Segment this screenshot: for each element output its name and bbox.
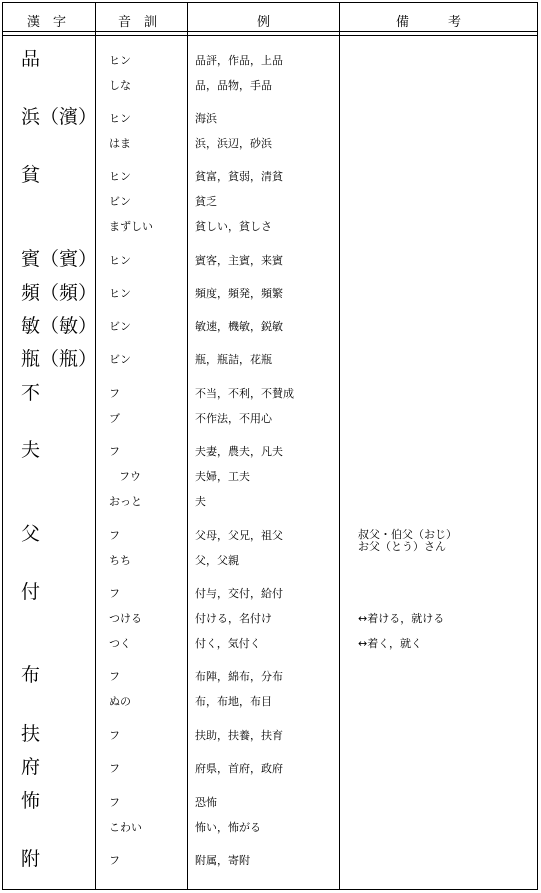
reading-cell: フ [109, 445, 120, 458]
example-cell: 貧乏 [195, 195, 217, 208]
reading-cell: おっと [109, 495, 142, 508]
kanji-cell: 付 [21, 581, 41, 603]
kanji-cell: 府 [21, 756, 41, 778]
reading-cell: ヒン [109, 287, 131, 300]
example-cell: 怖い，怖がる [195, 821, 261, 834]
header-note: 備 考 [396, 15, 462, 30]
example-cell: 府県，首府，政府 [195, 762, 283, 775]
kanji-cell: 附 [21, 848, 41, 870]
kanji-cell: 怖 [21, 790, 41, 812]
column-divider [187, 3, 188, 889]
reading-cell: フ [109, 762, 120, 775]
reading-cell: つく [109, 637, 131, 650]
example-cell: 扶助，扶養，扶育 [195, 729, 283, 742]
example-cell: 敏速，機敏，鋭敏 [195, 320, 283, 333]
reading-cell: ビン [109, 353, 131, 366]
kanji-cell: 貧 [21, 164, 41, 186]
reading-cell: フウ [119, 470, 141, 483]
kanji-cell: 扶 [21, 723, 41, 745]
example-cell: 父母，父兄，祖父 [195, 529, 283, 542]
reading-cell: フ [109, 670, 120, 683]
header-example: 例 [257, 15, 271, 30]
reading-cell: まずしい [109, 220, 153, 233]
header-reading: 音 訓 [118, 15, 158, 30]
reading-cell: フ [109, 587, 120, 600]
reading-cell: しな [109, 79, 131, 92]
reading-cell: ヒン [109, 170, 131, 183]
reading-cell: ぬの [109, 695, 131, 708]
reading-cell: こわい [109, 821, 142, 834]
reading-cell: ヒン [109, 112, 131, 125]
kanji-cell: 賓（賓） [21, 248, 98, 270]
example-cell: 夫妻，農夫，凡夫 [195, 445, 283, 458]
reading-cell: ちち [109, 554, 131, 567]
reading-cell: ヒン [109, 254, 131, 267]
reading-cell: つける [109, 612, 142, 625]
column-divider [339, 3, 340, 889]
example-cell: 貧しい，貧しさ [195, 220, 272, 233]
kanji-cell: 父 [21, 523, 41, 545]
reading-cell: フ [109, 796, 120, 809]
example-cell: 布，布地，布目 [195, 695, 272, 708]
example-cell: 浜，浜辺，砂浜 [195, 137, 272, 150]
kanji-cell: 布 [21, 664, 41, 686]
note-cell: お父（とう）さん [358, 540, 446, 553]
kanji-cell: 品 [21, 48, 41, 70]
reading-cell: ビン [109, 320, 131, 333]
example-cell: 不作法，不用心 [195, 412, 272, 425]
header-rule [3, 35, 537, 36]
kanji-table [2, 2, 538, 890]
reading-cell: ヒン [109, 54, 131, 67]
example-cell: 賓客，主賓，来賓 [195, 254, 283, 267]
reading-cell: フ [109, 854, 120, 867]
note-cell: ↔着く，就く [358, 637, 422, 650]
example-cell: 貧富，貧弱，清貧 [195, 170, 283, 183]
example-cell: 父，父親 [195, 554, 239, 567]
reading-cell: はま [109, 137, 131, 150]
example-cell: 附属，寄附 [195, 854, 250, 867]
kanji-cell: 敏（敏） [21, 315, 98, 337]
kanji-cell: 不 [21, 382, 41, 404]
reading-cell: ビン [109, 195, 131, 208]
reading-cell: フ [109, 529, 120, 542]
example-cell: 布陣，綿布，分布 [195, 670, 283, 683]
note-cell: 叔父・伯父（おじ） [358, 528, 457, 541]
example-cell: 付与，交付，給付 [195, 587, 283, 600]
note-cell: ↔着ける，就ける [358, 612, 445, 625]
example-cell: 品評，作品，上品 [195, 54, 283, 67]
column-divider [95, 3, 96, 889]
kanji-cell: 頻（頻） [21, 282, 98, 304]
example-cell: 夫婦，工夫 [195, 470, 250, 483]
example-cell: 瓶，瓶詰，花瓶 [195, 353, 272, 366]
reading-cell: フ [109, 387, 120, 400]
example-cell: 品，品物，手品 [195, 79, 272, 92]
reading-cell: ブ [109, 412, 120, 425]
example-cell: 夫 [195, 495, 206, 508]
kanji-cell: 夫 [21, 439, 41, 461]
kanji-cell: 浜（濱） [21, 106, 98, 128]
example-cell: 海浜 [195, 112, 217, 125]
kanji-cell: 瓶（瓶） [21, 348, 98, 370]
example-cell: 付く，気付く [195, 637, 261, 650]
reading-cell: フ [109, 729, 120, 742]
example-cell: 頻度，頻発，頻繁 [195, 287, 283, 300]
header-rule [3, 31, 537, 32]
header-kanji: 漢 字 [27, 15, 67, 30]
example-cell: 恐怖 [195, 796, 217, 809]
example-cell: 不当，不利，不賛成 [195, 387, 294, 400]
example-cell: 付ける，名付け [195, 612, 272, 625]
